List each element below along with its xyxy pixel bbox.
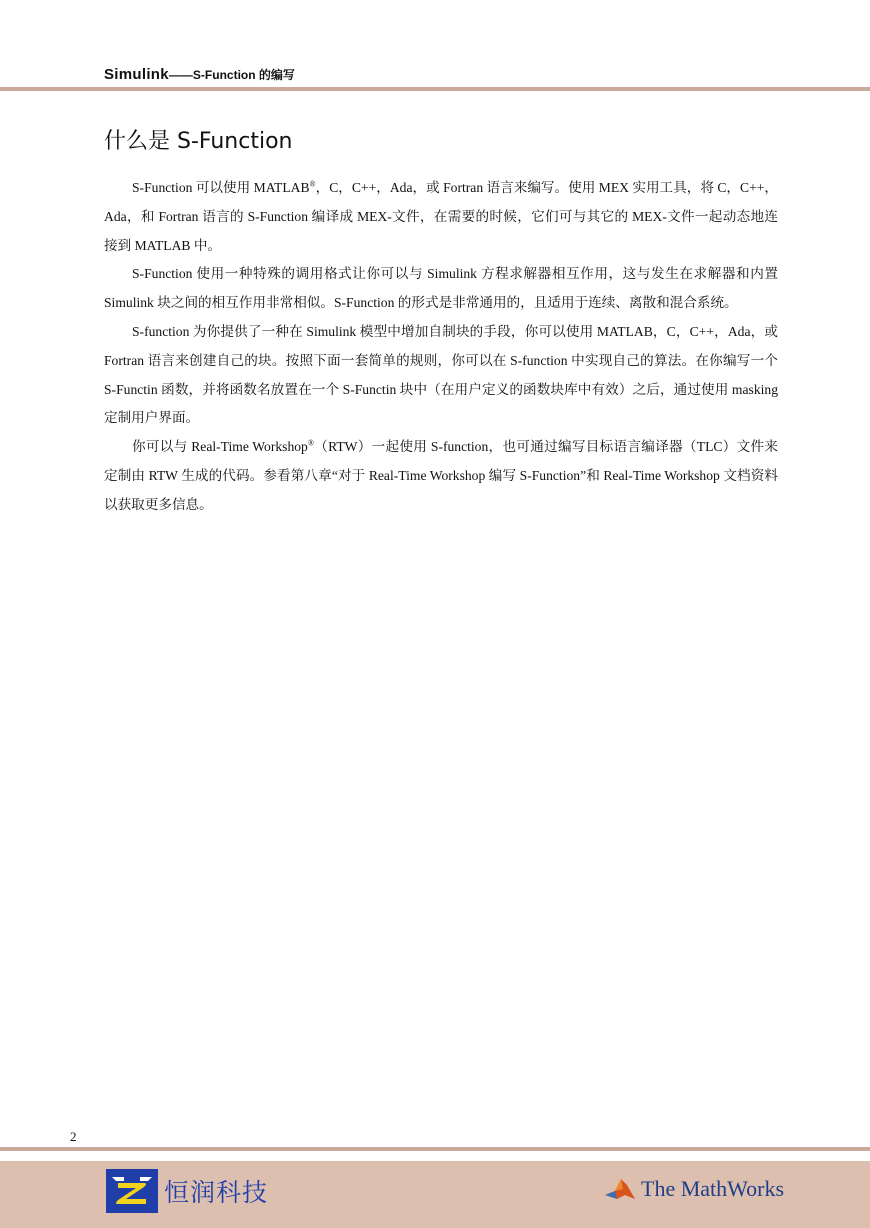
- page-number: 2: [70, 1129, 77, 1144]
- mathworks-membrane-icon: [603, 1175, 637, 1203]
- header-subtitle: ——S-Function 的编写: [168, 68, 295, 82]
- section-title: 什么是 S-Function: [104, 129, 293, 154]
- company-name: 恒润科技: [164, 1178, 269, 1207]
- paragraph: S-Function 使用一种特殊的调用格式让你可以与 Simulink 方程求解器相互作用，这与发生在求解器和内置 Simulink 块之间的相互作用非常相似。S-Function 的形式是非常通用的，且适用于连续、离散和混合系统。: [104, 266, 778, 311]
- mathworks-logo: [603, 1175, 784, 1203]
- paragraph: S-Function 可以使用 MATLAB®，C，C++，Ada，或 Fortran 语言来编写。使用 MEX 实用工具，将 C，C++，Ada，和 Fortran 语言的 S-Function 编译成 MEX-文件，在需要的时候，它们可与其它的 MEX-文件一起动态地连接到 MATLAB 中。: [104, 179, 779, 253]
- body-text: [104, 174, 778, 520]
- page-footer: [0, 1161, 870, 1228]
- paragraph: 你可以与 Real-Time Workshop®（RTW）一起使用 S-function，也可通过编写目标语言编译器（TLC）文件来定制由 RTW 生成的代码。参看第八章“对于 Real-Time Workshop 编写 S-Function”和 Real-Time Workshop 文档资料以获取更多信息。: [104, 438, 779, 512]
- running-header: [104, 66, 295, 83]
- header-divider: [0, 87, 870, 91]
- mathworks-name: The MathWorks: [641, 1176, 785, 1201]
- registered-mark: ®: [307, 438, 314, 448]
- registered-mark: ®: [309, 179, 316, 189]
- hirain-emblem-icon: [106, 1169, 158, 1213]
- paragraph: S-function 为你提供了一种在 Simulink 模型中增加自制块的手段，你可以使用 MATLAB，C，C++，Ada，或 Fortran 语言来创建自己的块。按照下面一套简单的规则，你可以在 S-function 中实现自己的算法。在你编写一个 S-Functin 函数，并将函数名放置在一个 S-Functin 块中（在用户定义的函数块库中有效）之后，通过使用 masking 定制用户界面。: [104, 323, 778, 426]
- footer-divider: [0, 1147, 870, 1151]
- header-brand: Simulink: [104, 66, 169, 83]
- hirain-logo: [106, 1169, 268, 1213]
